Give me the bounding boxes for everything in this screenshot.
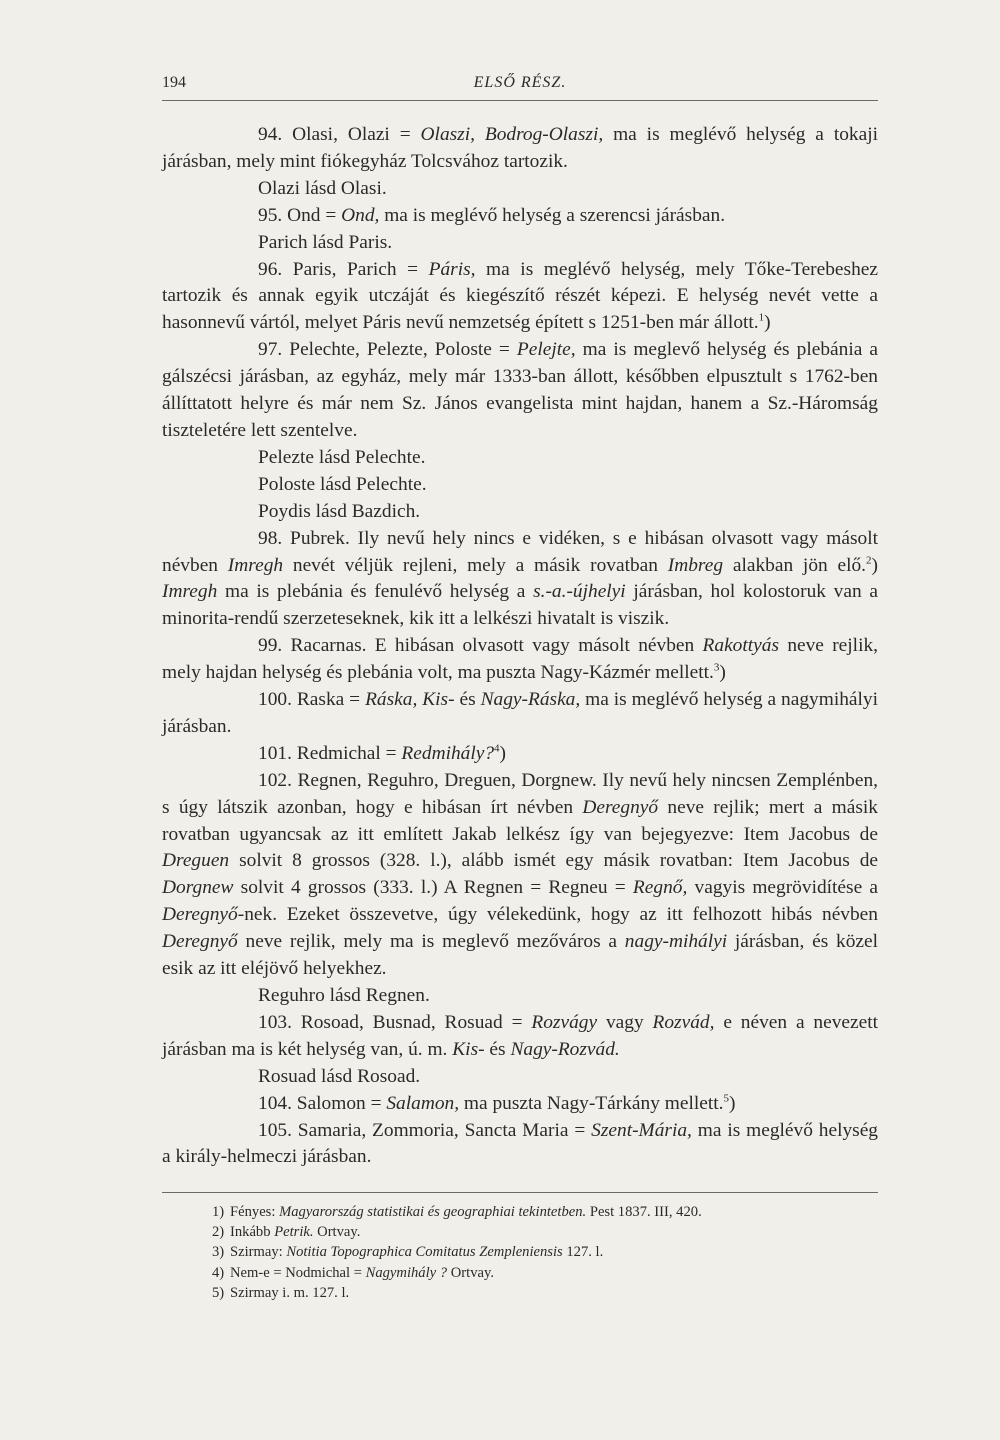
footnote-3: 3) Szirmay: Notitia Topographica Comitatus Zempleniensis 127. l. xyxy=(212,1244,604,1261)
entry-104: 104. Salomon = Salamon, ma puszta Nagy-Tárkány mellett.$^5$) xyxy=(258,1092,736,1114)
running-title: ELSŐ RÉSZ. xyxy=(473,74,567,91)
entry-102: 102. Regnen, Reguhro, Dreguen, Dorgnew. Ily nevű hely nincsen Zemplénben, s úgy látszik azonban, hogy e hibásan írt névben Deregnyő neve rejlik; mert a másik rovatban ugyancsak az itt említett Jakab lelkész így van bejegyezve: Item Jacobus de Dreguen solvit 8 grossos (328. l.), alább ismét egy másik rovatban: Item Jacobus de Dorgnew solvit 4 grossos (333. l.) A Regnen = Regneu = Regnő, vagyis megrövidítése a Deregnyő-nek. Ezeket összevetve, úgy vélekedünk, hogy az itt felhozott hibás névben Deregnyő neve rejlik, mely ma is meglevő mezőváros a nagy-mihályi járásban, és közel esik az itt eléjövő helyekhez. xyxy=(162,769,879,980)
entry-97: 97. Pelechte, Pelezte, Poloste = Pelejte, ma is meglevő helység és plebánia a gálszécsi járásban, az egyház, mely már 1333-ban állott, későbben elpusztult s 1762-ben állíttatott helyre és már nem Sz. János evangelista mint hajdan, hanem a Sz.-Háromság tiszteletére lett szentelve. xyxy=(162,339,878,441)
cross-reference: Poloste lásd Pelechte. xyxy=(258,473,427,495)
footnote-1: 1) Fényes: Magyarország statistikai és geographiai tekintetben. Pest 1837. III, 420. xyxy=(212,1204,702,1220)
page-number: 194 xyxy=(162,74,186,91)
footnote-ref: 2 xyxy=(866,554,872,567)
entry-94: 94. Olasi, Olazi = Olaszi, Bodrog-Olaszi, ma is meglévő helység a tokaji járásban, mely mint fiókegyház Tolcsvához tartozik. xyxy=(162,124,878,172)
footnote-ref: 3 xyxy=(713,661,720,674)
cross-reference: Poydis lásd Bazdich. xyxy=(258,500,421,522)
cross-reference: Reguhro lásd Regnen. xyxy=(258,985,430,1006)
entry-96: 96. Paris, Parich = Páris, ma is meglévő helység, mely Tőke-Terebeshez tartozik és annak egyik utczáját és kiegészítő részét képezi. E helység nevét vette a hasonnevű vártól, melyet Páris nevű nemzetség épített s 1251-ben már állott.$^1$) xyxy=(162,258,878,334)
page-header xyxy=(162,74,878,98)
cross-reference: Parich lásd Paris. xyxy=(258,231,393,253)
entry-95: 95. Ond = Ond, ma is meglévő helység a szerencsi járásban. xyxy=(258,204,726,226)
header-rule xyxy=(162,100,878,101)
footnotes xyxy=(212,1202,872,1303)
cross-reference: Pelezte lásd Pelechte. xyxy=(258,446,426,468)
footnote-5: 5) Szirmay i. m. 127. l. xyxy=(212,1284,350,1301)
footnote-2: 2) Inkább Petrik. Ortvay. xyxy=(212,1224,361,1241)
cross-reference: Olazi lásd Olasi. xyxy=(258,177,387,199)
footnote-ref: 4 xyxy=(494,742,500,755)
entry-105: 105. Samaria, Zommoria, Sancta Maria = Szent-Mária, ma is meglévő helység a király-helmeczi járásban. xyxy=(162,1119,878,1168)
entry-101: 101. Redmichal = Redmihály?$^4$) xyxy=(258,742,507,764)
footnote-4: 4) Nem-e = Nodmichal = Nagymihály ? Ortvay. xyxy=(212,1264,494,1281)
entry-99: 99. Racarnas. E hibásan olvasott vagy másolt névben Rakottyás neve rejlik, mely hajdan helység és plebánia volt, ma puszta Nagy-Kázmér mellett.$^3$) xyxy=(162,635,878,684)
entry-100: 100. Raska = Ráska, Kis- és Nagy-Ráska, ma is meglévő helység a nagymihályi járásban. xyxy=(162,689,878,737)
entry-98: 98. Pubrek. Ily nevű hely nincs e vidéken, s e hibásan olvasott vagy másolt névben Imregh nevét véljük rejleni, mely a másik rovatban Imbreg alakban jön elő.$^2$) Imregh ma is plebánia és fenulévő helység a s.-a.-újhelyi járásban, hol kolostoruk van a minorita-rendű szerzeteseknek, kik itt a lelkészi hivatalt is viszik. xyxy=(162,527,879,630)
cross-reference: Rosuad lásd Rosoad. xyxy=(258,1065,421,1087)
footnote-ref: 5 xyxy=(723,1092,729,1105)
entry-103: 103. Rosoad, Busnad, Rosuad = Rozvágy vagy Rozvád, e néven a nevezett járásban ma is két helység van, ú. m. Kis- és Nagy-Rozvád. xyxy=(162,1011,878,1060)
footnote-ref: 1 xyxy=(758,311,765,324)
footnote-rule xyxy=(162,1192,878,1193)
main-text xyxy=(162,122,878,1171)
